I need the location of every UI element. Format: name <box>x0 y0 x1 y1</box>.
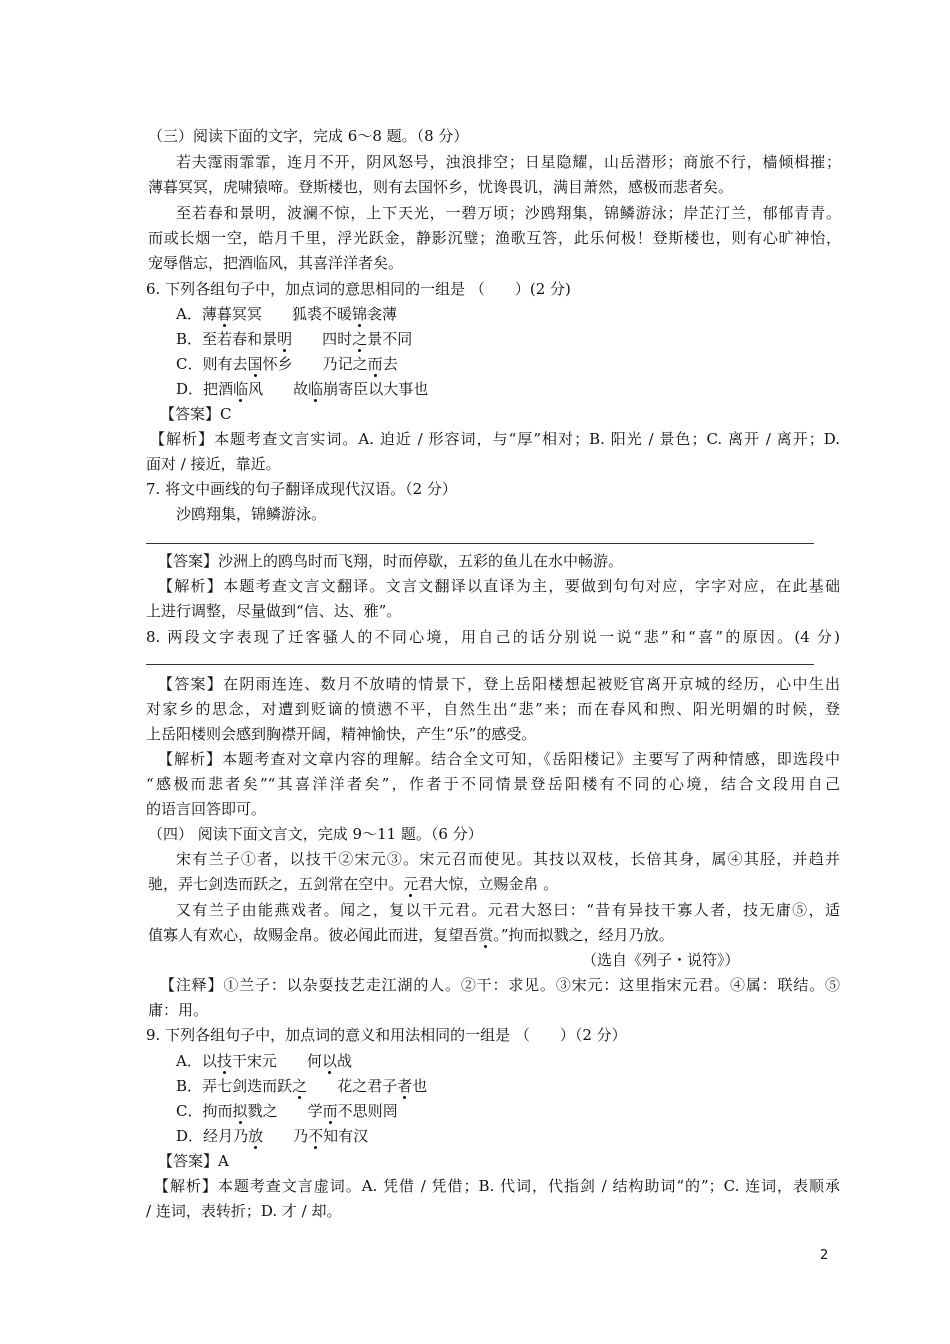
emphasis-dotted-char: 国 <box>247 355 263 373</box>
analysis-line: 【解析】本题考查文言文翻译。文言文翻译以直译为主，要做到句句对应，字字对应，在此基础 <box>158 577 840 595</box>
emphasis-dotted-char: 不 <box>308 1127 324 1145</box>
answer-line: 【答案】在阴雨连连、数月不放晴的情景下，登上岳阳楼想起被贬官离开京城的经历，心中生出 <box>158 675 840 693</box>
analysis-line: / 连词，表转折；D. 才 / 却。 <box>146 1202 342 1220</box>
analysis-line: 【解析】本题考查对文章内容的理解。结合全文可知，《岳阳楼记》主要写了两种情感，即选段中 <box>158 750 840 768</box>
section-heading: （四） 阅读下面文言文，完成 9～11 题。（6 分） <box>148 825 483 843</box>
emphasis-dotted-char: 锦 <box>352 305 368 323</box>
passage-line: 若夫霪雨霏霏，连月不开，阴风怒号，浊浪排空；日星隐耀，山岳潜形；商旅不行，樯倾楫摧； <box>176 153 841 171</box>
option-line: B．弄七剑迭而跃之 花之君子者也 <box>176 1077 428 1095</box>
question-line: 8. 两段文字表现了迁客骚人的不同心境，用自己的话分别说一说“悲”和“喜”的原因。(4 分) <box>146 628 840 646</box>
emphasis-dotted-char: 者 <box>397 1077 413 1095</box>
analysis-line: 的语言回答即可。 <box>146 800 267 818</box>
passage-line: 至若春和景明，波澜不惊，上下天光，一碧万顷；沙鸥翔集，锦鳞游泳；岸芷汀兰，郁郁青青。 <box>176 204 841 222</box>
emphasis-dotted-char: 而 <box>367 355 383 373</box>
option-line: C．拘而拟戮之 学而不思则罔 <box>176 1102 398 1120</box>
answer-line: 【答案】沙洲上的鸥鸟时而飞翔，时而停歇，五彩的鱼儿在水中畅游。 <box>158 552 624 570</box>
option-line: A．以技干宋元 何以战 <box>176 1052 353 1070</box>
emphasis-dotted-char: 赏 <box>478 926 494 944</box>
emphasis-dotted-char: 临 <box>233 380 249 398</box>
source-citation: （选自《列子・说符》） <box>582 951 740 969</box>
answer-blank-line <box>146 543 814 544</box>
question-line: 7. 将文中画线的句子翻译成现代汉语。（2 分） <box>146 480 457 498</box>
emphasis-dotted-char: 元 <box>403 875 419 893</box>
analysis-line: “感极而悲者矣”“其喜洋洋者矣”，作者于不同情景登岳阳楼有不同的心境，结合文段用自己 <box>146 775 840 793</box>
answer-line: 【答案】A <box>158 1152 229 1170</box>
option-line: C．则有去国怀乡 乃记之而去 <box>176 355 398 373</box>
passage-line: 薄暮冥冥，虎啸猿啼。登斯楼也，则有去国怀乡，忧谗畏讥，满目萧然，感极而悲者矣。 <box>148 178 734 196</box>
emphasis-dotted-char: 暮 <box>216 305 232 323</box>
emphasis-dotted-char: 拟 <box>232 1102 248 1120</box>
analysis-line: 上进行调整，尽量做到“信、达、雅”。 <box>146 602 402 620</box>
emphasis-dotted-char: 临 <box>308 380 324 398</box>
emphasis-dotted-char: 放 <box>248 1127 264 1145</box>
note-line: 【注释】①兰子：以杂耍技艺走江湖的人。②干：求见。③宋元：这里指宋元君。④属：联结。⑤ <box>160 976 840 994</box>
passage-line: 又有兰子由能燕戏者。闻之，复以干元君。元君大怒曰：“昔有异技干寡人者，技无庸⑤，适 <box>176 901 840 919</box>
passage-line: 驰，弄七剑迭而跃之，五剑常在空中。元君大惊，立赐金帛 。 <box>148 875 559 893</box>
option-line: D．经月乃放 乃不知有汉 <box>176 1127 369 1145</box>
passage-line: 而或长烟一空，皓月千里，浮光跃金，静影沉璧；渔歌互答，此乐何极！登斯楼也，则有心旷神怡， <box>148 229 841 247</box>
option-line: D．把酒临风 故临崩寄臣以大事也 <box>176 380 429 398</box>
passage-line: 值寡人有欢心，故赐金帛。彼必闻此而进，复望吾赏。”拘而拟戮之，经月乃放。 <box>148 926 674 944</box>
answer-line: 【答案】C <box>160 405 232 423</box>
passage-line: 宠辱偕忘，把酒临风，其喜洋洋者矣。 <box>148 254 404 272</box>
analysis-line: 面对 / 接近，靠近。 <box>146 455 281 473</box>
option-line: B．至若春和景明 四时之景不同 <box>176 330 413 348</box>
emphasis-dotted-char: 技 <box>216 1052 232 1070</box>
emphasis-dotted-char: 明 <box>277 330 293 348</box>
page-number: 2 <box>820 1248 829 1263</box>
emphasis-dotted-char: 之 <box>352 330 368 348</box>
option-line: A．薄暮冥冥 狐裘不暖锦衾薄 <box>176 305 398 323</box>
emphasis-dotted-char: 以 <box>321 1052 337 1070</box>
passage-line: 宋有兰子①者，以技干②宋元③。宋元召而使见。其技以双枝，长倍其身，属④其胫，并趋并 <box>176 850 840 868</box>
note-line: 庸：用。 <box>148 1001 209 1019</box>
section-heading: （三）阅读下面的文字，完成 6～8 题。（8 分） <box>148 127 469 145</box>
answer-blank-line <box>146 664 814 665</box>
question-line: 9. 下列各组句子中，加点词的意义和用法相同的一组是 （ ）（2 分） <box>146 1026 627 1044</box>
analysis-line: 【解析】本题考查文言虚词。A. 凭借 / 凭借；B. 代词，代指剑 / 结构助词“的”；C. 连词，表顺承 <box>154 1177 840 1195</box>
quoted-sentence: 沙鸥翔集，锦鳞游泳。 <box>176 505 327 523</box>
answer-line: 上岳阳楼则会感到胸襟开阔，精神愉快，产生“乐”的感受。 <box>146 725 537 743</box>
question-line: 6. 下列各组句子中，加点词的意思相同的一组是 （ ）(2 分) <box>146 280 571 298</box>
answer-line: 对家乡的思念，对遭到贬谪的愤懑不平，自然生出“悲”来；而在春风和煦、阳光明媚的时候，登 <box>146 700 840 718</box>
analysis-line: 【解析】本题考查文言实词。A. 迫近 / 形容词，与“厚”相对；B. 阳光 / 景色；C. 离开 / 离开；D. <box>150 430 840 448</box>
emphasis-dotted-char: 之 <box>292 1077 308 1095</box>
emphasis-dotted-char: 而 <box>322 1102 338 1120</box>
